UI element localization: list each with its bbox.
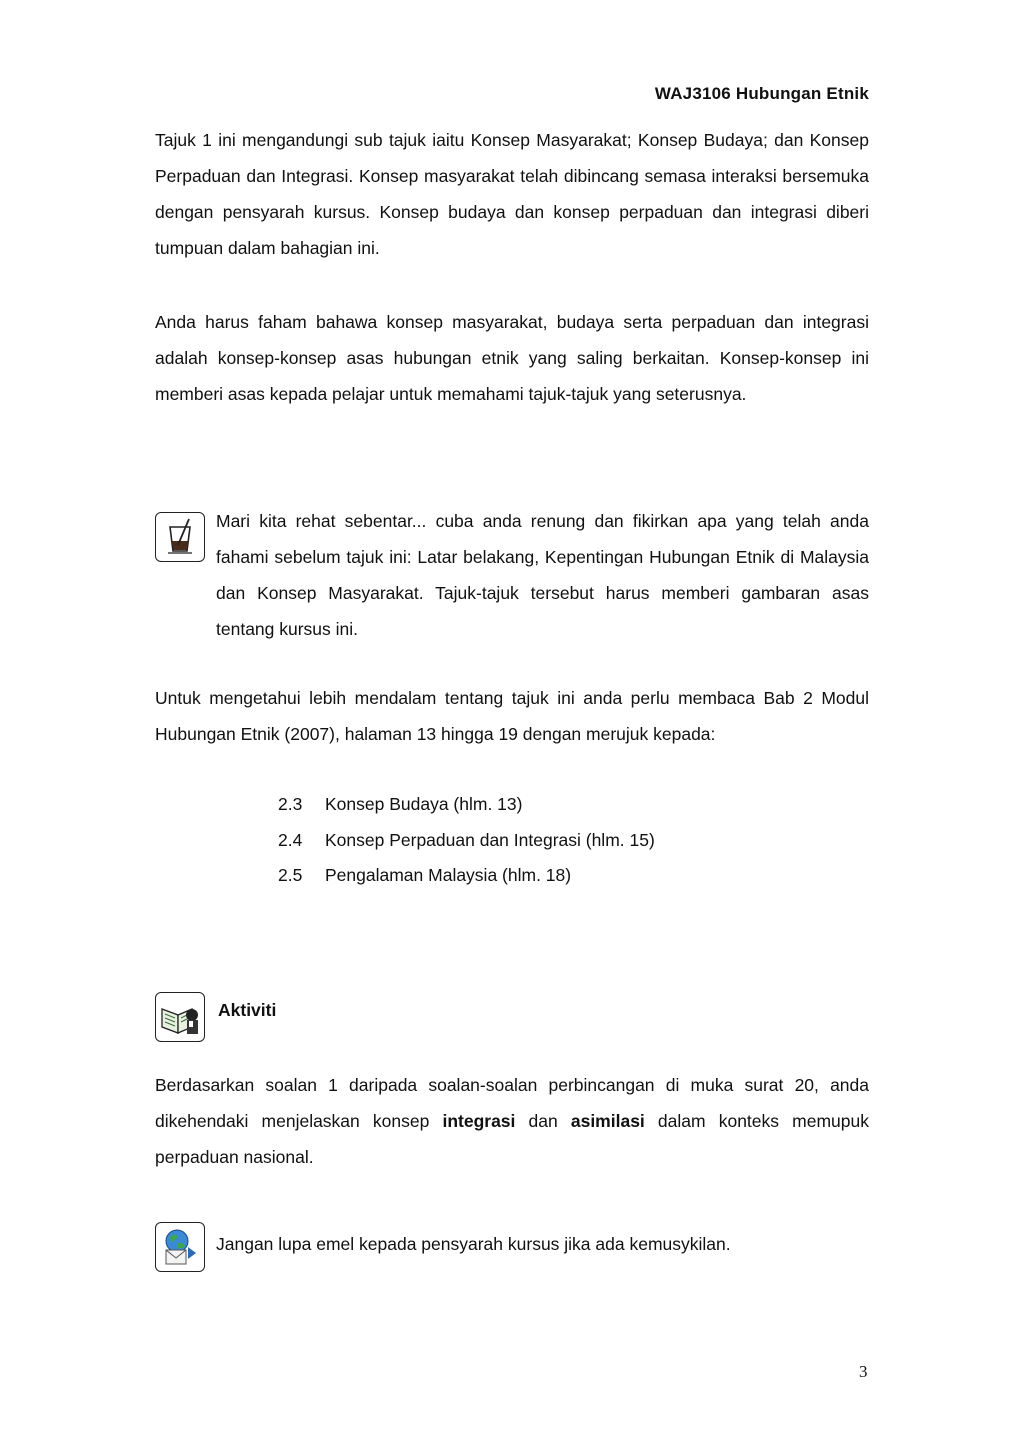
- list-item-label: Konsep Budaya (hlm. 13): [325, 794, 523, 814]
- list-item: [278, 858, 655, 894]
- list-item-label: Konsep Perpaduan dan Integrasi (hlm. 15): [325, 829, 655, 850]
- list-item: [278, 823, 655, 859]
- email-globe-icon: [155, 1222, 205, 1272]
- intro-paragraph-2: Anda harus faham bahawa konsep masyarakat, budaya serta perpaduan dan integrasi adalah konsep-konsep asas hubungan etnik yang saling berkaitan. Konsep-konsep ini memberi asas kepada pelajar untuk memahami tajuk-tajuk yang seterusnya.: [155, 312, 869, 404]
- drink-glass-icon: [155, 512, 205, 562]
- activity-text-mid: dan: [515, 1111, 571, 1131]
- email-reminder: Jangan lupa emel kepada pensyarah kursus jika ada kemusykilan.: [216, 1234, 731, 1254]
- page-number: 3: [859, 1362, 868, 1381]
- list-item-number: 2.3: [278, 794, 303, 814]
- activity-reading-icon: [155, 992, 205, 1042]
- activity-bold-asimilasi: asimilasi: [570, 1111, 645, 1131]
- activity-title: Aktiviti: [218, 1000, 277, 1020]
- reading-list: [278, 787, 655, 894]
- list-item-label: Pengalaman Malaysia (hlm. 18): [325, 865, 572, 885]
- course-header: WAJ3106 Hubungan Etnik: [654, 84, 869, 103]
- activity-bold-integrasi: integrasi: [442, 1111, 516, 1131]
- activity-text-after: dalam konteks memupuk perpaduan nasional.: [155, 1111, 869, 1167]
- intro-paragraph-1: Tajuk 1 ini mengandungi sub tajuk iaitu Konsep Masyarakat; Konsep Budaya; dan Konsep Perpaduan dan Integrasi. Konsep masyarakat telah dibincang semasa interaksi bersemuka dengan pensyarah kursus. Konsep budaya dan konsep perpaduan dan integrasi diberi tumpuan dalam bahagian ini.: [155, 130, 869, 258]
- list-item-number: 2.4: [278, 829, 303, 850]
- reading-paragraph: Untuk mengetahui lebih mendalam tentang tajuk ini anda perlu membaca Bab 2 Modul Hubungan Etnik (2007), halaman 13 hingga 19 dengan merujuk kepada:: [155, 688, 869, 744]
- list-item-number: 2.5: [278, 865, 303, 885]
- activity-text-before: Berdasarkan soalan 1 daripada soalan-soalan perbincangan di muka surat 20, anda dikehendaki menjelaskan konsep: [155, 1075, 869, 1131]
- rest-paragraph: Mari kita rehat sebentar... cuba anda renung dan fikirkan apa yang telah anda fahami sebelum tajuk ini: Latar belakang, Kepentingan Hubungan Etnik di Malaysia dan Konsep Masyarakat. Tajuk-tajuk tersebut harus memberi gambaran asas tentang kursus ini.: [216, 511, 869, 639]
- activity-paragraph: [155, 1067, 869, 1175]
- list-item: [278, 787, 655, 823]
